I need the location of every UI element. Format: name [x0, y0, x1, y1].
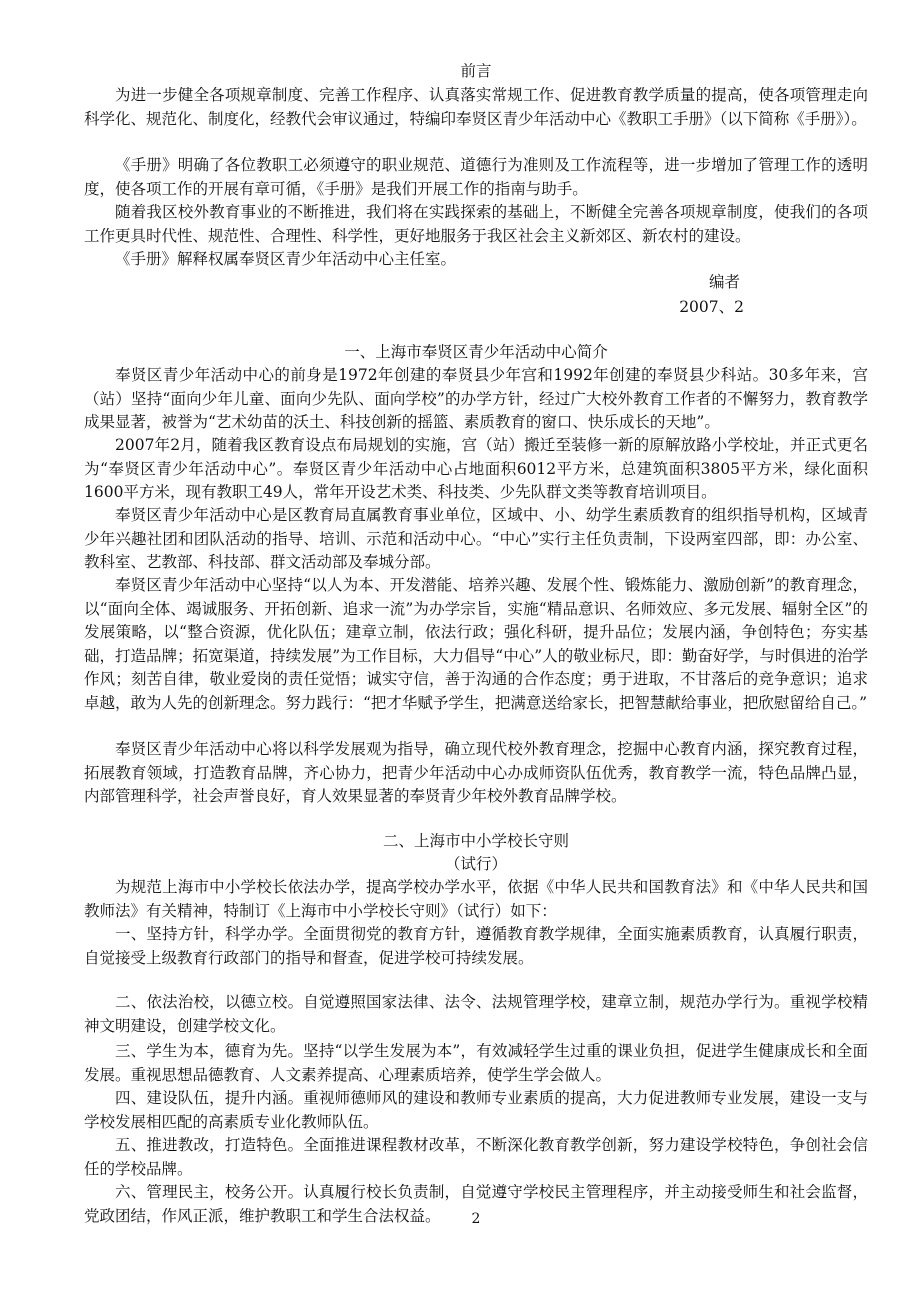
section2-title: 二、上海市中小学校长守则: [382, 832, 569, 850]
section2-paragraph: 六、管理民主，校务公开。认真履行校长负责制，自觉遵守学校民主管理程序，并主动接受师生和社会监督，党政团结，作风正派，维护教职工和学生合法权益。: [84, 1183, 868, 1225]
preface-paragraph: 《手册》解释权属奉贤区青少年活动中心主任室。: [115, 250, 457, 268]
preface-paragraph: 为进一步健全各项规章制度、完善工作程序、认真落实常规工作、促进教育教学质量的提高，使各项管理走向科学化、规范化、制度化，经教代会审议通过，特编印奉贤区青少年活动中心《教职工手册》（以下简称《手册》）。: [84, 86, 868, 128]
section1-paragraph: 奉贤区青少年活动中心将以科学发展观为指导，确立现代校外教育理念，挖掘中心教育内涵，探究教育过程，拓展教育领域，打造教育品牌，齐心协力，把青少年活动中心办成师资队伍优秀，教育教学一流，特色品牌凸显，内部管理科学，社会声誉良好，育人效果显著的奉贤青少年校外教育品牌学校。: [84, 740, 868, 805]
section2-paragraph: 三、学生为本，德育为先。坚持“以学生发展为本”，有效减轻学生过重的课业负担，促进学生健康成长和全面发展。重视思想品德教育、人文素养提高、心理素质培养，使学生学会做人。: [84, 1042, 868, 1084]
section2-paragraph: 为规范上海市中小学校长依法办学，提高学校办学水平，依据《中华人民共和国教育法》和《中华人民共和国教师法》有关精神，特制订《上海市中小学校长守则》（试行）如下：: [84, 878, 868, 920]
page-number: 2: [471, 1211, 481, 1227]
preface-paragraph: 随着我区校外教育事业的不断推进，我们将在实践探索的基础上，不断健全完善各项规章制度，使我们的各项工作更具时代性、规范性、合理性、科学性，更好地服务于我区社会主义新郊区、新农村的建设。: [84, 203, 868, 245]
section1-paragraph: 奉贤区青少年活动中心的前身是1972年创建的奉贤县少年宫和1992年创建的奉贤县少科站。30多年来，宫（站）坚持“面向少年儿童、面向少先队、面向学校”的办学方针，经过广大校外教育工作者的不懈努力，教育教学成果显著，被誉为“艺术幼苗的沃土、科技创新的摇篮、素质教育的窗口、快乐成长的天地”。: [84, 366, 868, 431]
section1-paragraph: 奉贤区青少年活动中心坚持“以人为本、开发潜能、培养兴趣、发展个性、锻炼能力、激励创新”的教育理念，以“面向全体、竭诚服务、开拓创新、追求一流”为办学宗旨，实施“精品意识、名师效应、多元发展、辐射全区”的发展策略，以“整合资源，优化队伍；建章立制，依法行政；强化科研，提升品位；发展内涵，争创特色；夯实基础，打造品牌；拓宽渠道，持续发展”为工作目标，大力倡导“中心”人的敬业标尺，即：勤奋好学，与时俱进的治学作风；刻苦自律，敬业爱岗的责任觉悟；诚实守信，善于沟通的合作态度；勇于进取，不甘落后的竞争意识；追求卓越，敢为人先的创新理念。努力践行：“把才华赋予学生，把满意送给家长，把智慧献给事业，把欣慰留给自己。”: [84, 576, 868, 712]
section2-subtitle: （试行）: [444, 855, 507, 873]
section2-paragraph: 二、依法治校，以德立校。自觉遵照国家法律、法令、法规管理学校，建章立制，规范办学行为。重视学校精神文明建设，创建学校文化。: [84, 993, 868, 1035]
section1-paragraph: 2007年2月，随着我区教育设点布局规划的实施，宫（站）搬迁至装修一新的原解放路小学校址，并正式更名为“奉贤区青少年活动中心”。奉贤区青少年活动中心占地面积6012平方米，总建筑面积3805平方米，绿化面积1600平方米，现有教职工49人，常年开设艺术类、科技类、少先队群文类等教育培训项目。: [84, 436, 868, 501]
section2-paragraph: 一、坚持方针，科学办学。全面贯彻党的教育方针，遵循教育教学规律，全面实施素质教育，认真履行职责，自觉接受上级教育行政部门的指导和督查，促进学校可持续发展。: [84, 925, 868, 967]
preface-signature: 编者: [708, 273, 740, 291]
section2-paragraph: 四、建设队伍，提升内涵。重视师德师风的建设和教师专业素质的提高，大力促进教师专业发展，建设一支与学校发展相匹配的高素质专业化教师队伍。: [84, 1089, 868, 1131]
section1-title: 一、上海市奉贤区青少年活动中心简介: [344, 343, 608, 361]
preface-title: 前言: [460, 62, 492, 80]
preface-paragraph: 《手册》明确了各位教职工必须遵守的职业规范、道德行为准则及工作流程等，进一步增加了管理工作的透明度，使各项工作的开展有章可循，《手册》是我们开展工作的指南与助手。: [84, 156, 868, 198]
preface-date: 2007、2: [679, 298, 744, 316]
section1-paragraph: 奉贤区青少年活动中心是区教育局直属教育事业单位，区域中、小、幼学生素质教育的组织指导机构，区域青少年兴趣社团和团队活动的指导、培训、示范和活动中心。“中心”实行主任负责制，下设两室四部，即：办公室、教科室、艺教部、科技部、群文活动部及奉城分部。: [84, 506, 868, 571]
section2-paragraph: 五、推进教改，打造特色。全面推进课程教材改革，不断深化教育教学创新，努力建设学校特色，争创社会信任的学校品牌。: [84, 1136, 868, 1178]
